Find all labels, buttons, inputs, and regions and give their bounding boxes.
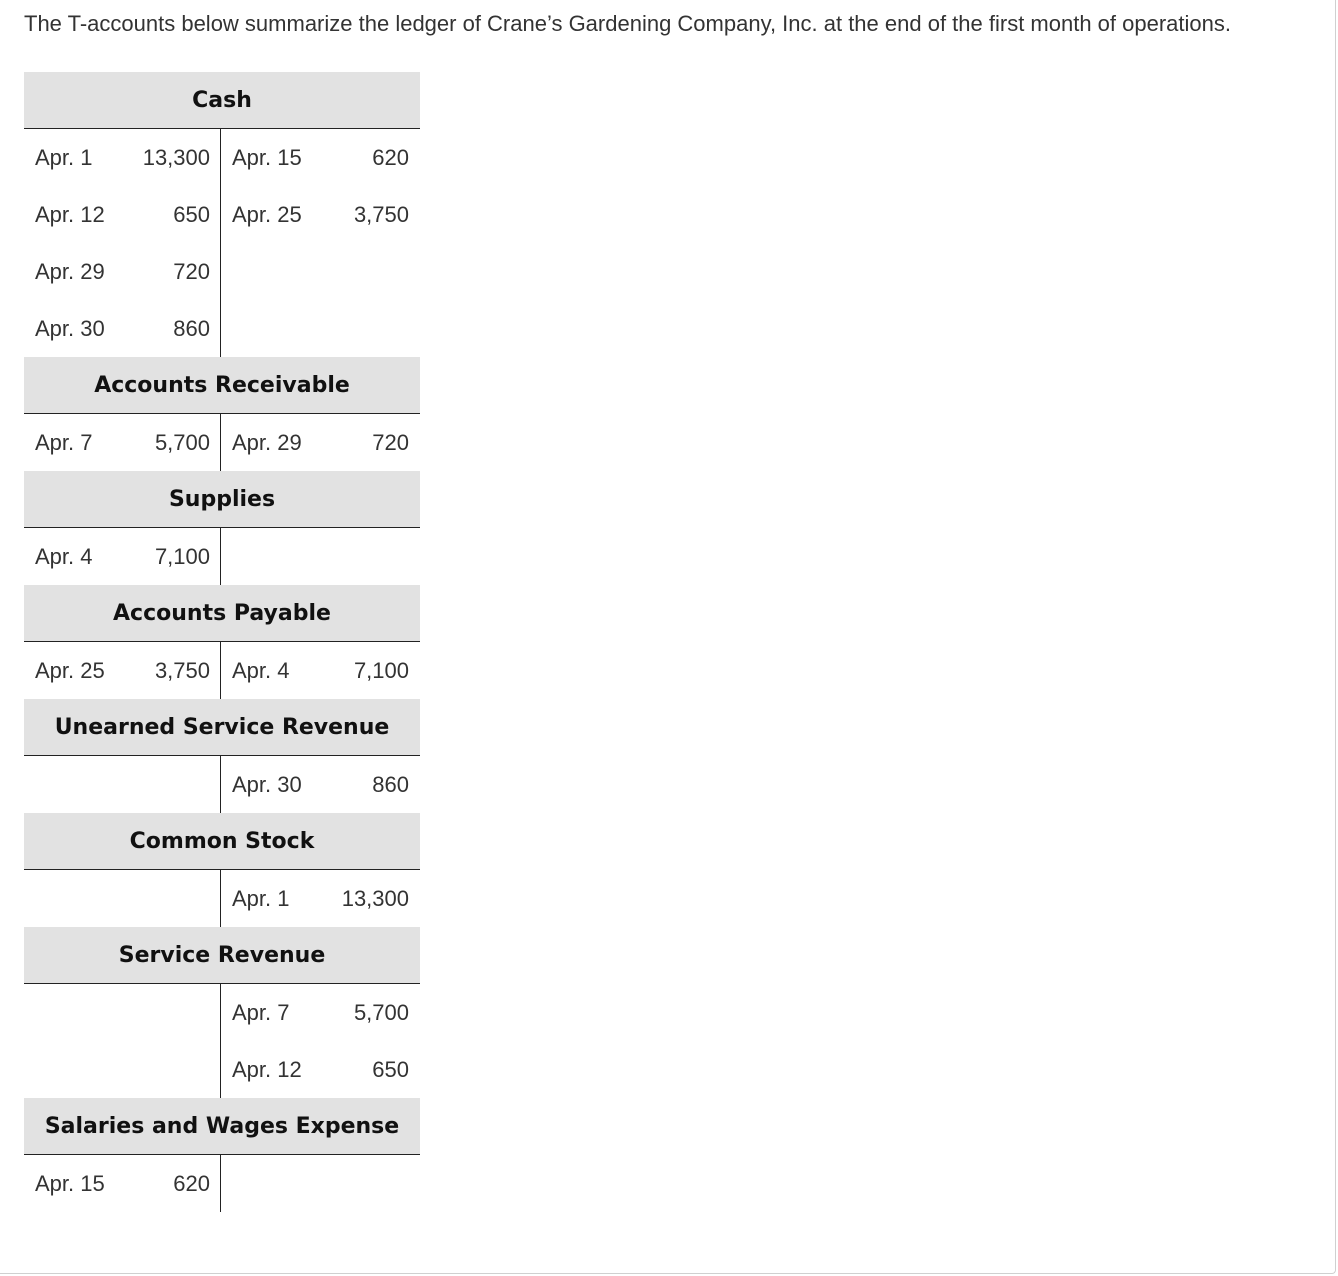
debit-side [24, 1155, 221, 1212]
account-title: Service Revenue [24, 927, 420, 984]
empty-row [221, 528, 420, 585]
entry-amount: 620 [372, 144, 409, 170]
credit-entry [221, 984, 420, 1041]
t-account-body [24, 528, 420, 585]
t-account-body [24, 870, 420, 927]
entry-amount: 13,300 [142, 144, 210, 170]
account-title: Accounts Payable [24, 585, 420, 642]
debit-entry [24, 642, 220, 699]
entry-date: Apr. 1 [232, 885, 290, 911]
entry-amount: 13,300 [341, 885, 409, 911]
entry-date: Apr. 4 [232, 657, 290, 683]
entry-amount: 720 [173, 258, 210, 284]
account-title: Supplies [24, 471, 420, 528]
entry-date: Apr. 4 [35, 543, 93, 569]
credit-side [221, 414, 420, 471]
entry-date: Apr. 15 [35, 1170, 105, 1196]
debit-entry [24, 528, 220, 585]
t-account [24, 699, 420, 813]
intro-text: The T-accounts below summarize the ledger of Crane’s Gardening Company, Inc. at the end of the first month of operations. [24, 11, 1231, 36]
debit-side [24, 756, 221, 813]
debit-entry [24, 414, 220, 471]
entry-amount: 3,750 [154, 657, 210, 683]
credit-entry [221, 1041, 420, 1098]
entry-amount: 3,750 [353, 201, 409, 227]
debit-entry [24, 243, 220, 300]
entry-amount: 720 [372, 429, 409, 455]
entry-amount: 5,700 [353, 999, 409, 1025]
entry-amount: 860 [173, 315, 210, 341]
entry-amount: 620 [173, 1170, 210, 1196]
credit-entry [221, 414, 420, 471]
entry-date: Apr. 30 [35, 315, 105, 341]
entry-date: Apr. 25 [232, 201, 302, 227]
debit-entry [24, 300, 220, 357]
debit-side [24, 870, 221, 927]
account-title: Unearned Service Revenue [24, 699, 420, 756]
empty-row [221, 300, 420, 357]
debit-entry [24, 186, 220, 243]
account-title: Salaries and Wages Expense [24, 1098, 420, 1155]
debit-side [24, 984, 221, 1098]
entry-amount: 650 [173, 201, 210, 227]
credit-entry [221, 870, 420, 927]
t-account-body [24, 1155, 420, 1212]
credit-entry [221, 186, 420, 243]
t-account [24, 471, 420, 585]
entry-date: Apr. 29 [232, 429, 302, 455]
entry-amount: 650 [372, 1056, 409, 1082]
t-account-body [24, 414, 420, 471]
entry-date: Apr. 25 [35, 657, 105, 683]
entry-amount: 7,100 [353, 657, 409, 683]
t-account [24, 1098, 420, 1212]
debit-entry [24, 129, 220, 186]
empty-row [221, 1155, 420, 1212]
account-title: Cash [24, 72, 420, 129]
entry-amount: 860 [372, 771, 409, 797]
entry-amount: 5,700 [154, 429, 210, 455]
entry-date: Apr. 12 [232, 1056, 302, 1082]
debit-side [24, 528, 221, 585]
entry-date: Apr. 30 [232, 771, 302, 797]
t-account [24, 585, 420, 699]
credit-side [221, 756, 420, 813]
t-account-body [24, 984, 420, 1098]
credit-entry [221, 129, 420, 186]
credit-side [221, 129, 420, 357]
entry-amount: 7,100 [154, 543, 210, 569]
t-account-body [24, 642, 420, 699]
credit-side [221, 528, 420, 585]
empty-row [24, 1041, 220, 1098]
t-account [24, 72, 420, 357]
credit-side [221, 870, 420, 927]
t-account [24, 927, 420, 1098]
empty-row [24, 984, 220, 1041]
debit-side [24, 129, 221, 357]
credit-side [221, 984, 420, 1098]
credit-side [221, 642, 420, 699]
entry-date: Apr. 1 [35, 144, 93, 170]
credit-entry [221, 756, 420, 813]
entry-date: Apr. 29 [35, 258, 105, 284]
credit-entry [221, 642, 420, 699]
entry-date: Apr. 7 [232, 999, 290, 1025]
empty-row [24, 756, 220, 813]
credit-side [221, 1155, 420, 1212]
entry-date: Apr. 15 [232, 144, 302, 170]
entry-date: Apr. 12 [35, 201, 105, 227]
t-account-body [24, 756, 420, 813]
entry-date: Apr. 7 [35, 429, 93, 455]
debit-entry [24, 1155, 220, 1212]
empty-row [24, 870, 220, 927]
t-account [24, 813, 420, 927]
t-account [24, 357, 420, 471]
t-account-body [24, 129, 420, 357]
debit-side [24, 414, 221, 471]
account-title: Common Stock [24, 813, 420, 870]
t-accounts-ledger [24, 72, 420, 1212]
account-title: Accounts Receivable [24, 357, 420, 414]
debit-side [24, 642, 221, 699]
empty-row [221, 243, 420, 300]
